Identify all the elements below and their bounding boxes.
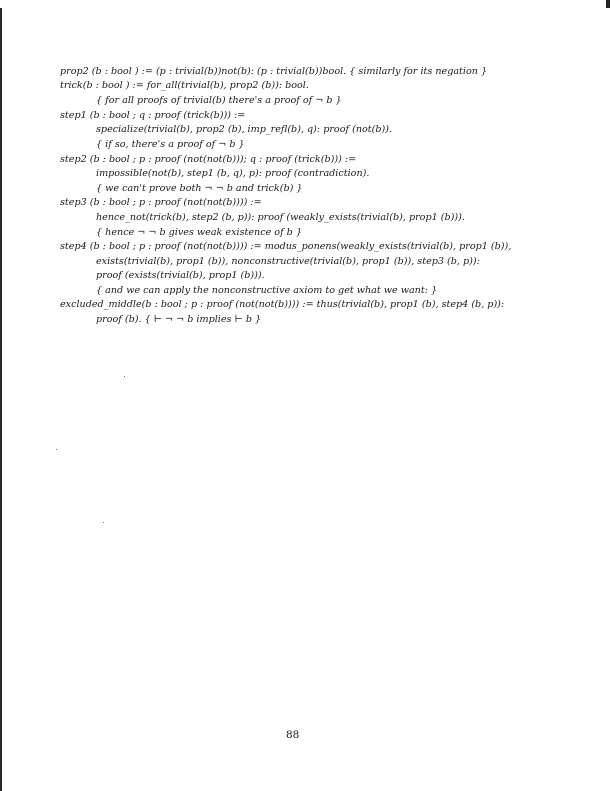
- line-step3-body: hence_not(trick(b), step2 (b, p)): proof (weakly_exists(trivial(b), prop1 (b))).: [96, 212, 465, 223]
- line-prop2: prop2 (b : bool ) := (p : trivial(b))not(b): (p : trivial(b))bool. { similarly for its negation }: [60, 66, 488, 77]
- scan-speck: [103, 522, 104, 523]
- comment-step4: { and we can apply the nonconstructive axiom to get what we want: }: [96, 285, 438, 296]
- scan-speck: [56, 449, 57, 450]
- line-step1-head: step1 (b : bool ; q : proof (trick(b))) :=: [60, 110, 246, 121]
- page-number: 88: [286, 729, 300, 741]
- comment-step2: { we can't prove both ¬ ¬ b and trick(b) }: [96, 183, 303, 194]
- line-step4-type: proof (exists(trivial(b), prop1 (b))).: [96, 270, 265, 281]
- comment-step1: { if so, there's a proof of ¬ b }: [96, 139, 245, 150]
- line-step4-head: step4 (b : bool ; p : proof (not(not(b)))) := modus_ponens(weakly_exists(trivial(b), prop1 (b)),: [60, 241, 512, 252]
- scan-speck: [124, 376, 125, 377]
- corner-mark: [606, 0, 610, 8]
- line-step1-body: specialize(trivial(b), prop2 (b), imp_refl(b), q): proof (not(b)).: [96, 124, 393, 135]
- line-trick: trick(b : bool ) := for_all(trivial(b), prop2 (b)): bool.: [60, 80, 309, 91]
- line-step4-body: exists(trivial(b), prop1 (b)), nonconstructive(trivial(b), prop1 (b)), step3 (b, p)):: [96, 256, 480, 267]
- comment-trick: { for all proofs of trivial(b) there's a proof of ¬ b }: [96, 95, 342, 106]
- line-excluded-middle-head: excluded_middle(b : bool ; p : proof (not(not(b)))) := thus(trivial(b), prop1 (b), step4 (b, p)):: [60, 299, 505, 310]
- line-step2-head: step2 (b : bool ; p : proof (not(not(b))); q : proof (trick(b))) :=: [60, 154, 357, 165]
- line-step3-head: step3 (b : bool ; p : proof (not(not(b)))) :=: [60, 197, 262, 208]
- line-excluded-middle-body: proof (b). { ⊢ ¬ ¬ b implies ⊢ b }: [96, 314, 262, 325]
- line-step2-body: impossible(not(b), step1 (b, q), p): proof (contradiction).: [96, 168, 370, 179]
- left-margin-rule: [0, 8, 2, 791]
- comment-step3: { hence ¬ ¬ b gives weak existence of b }: [96, 227, 302, 238]
